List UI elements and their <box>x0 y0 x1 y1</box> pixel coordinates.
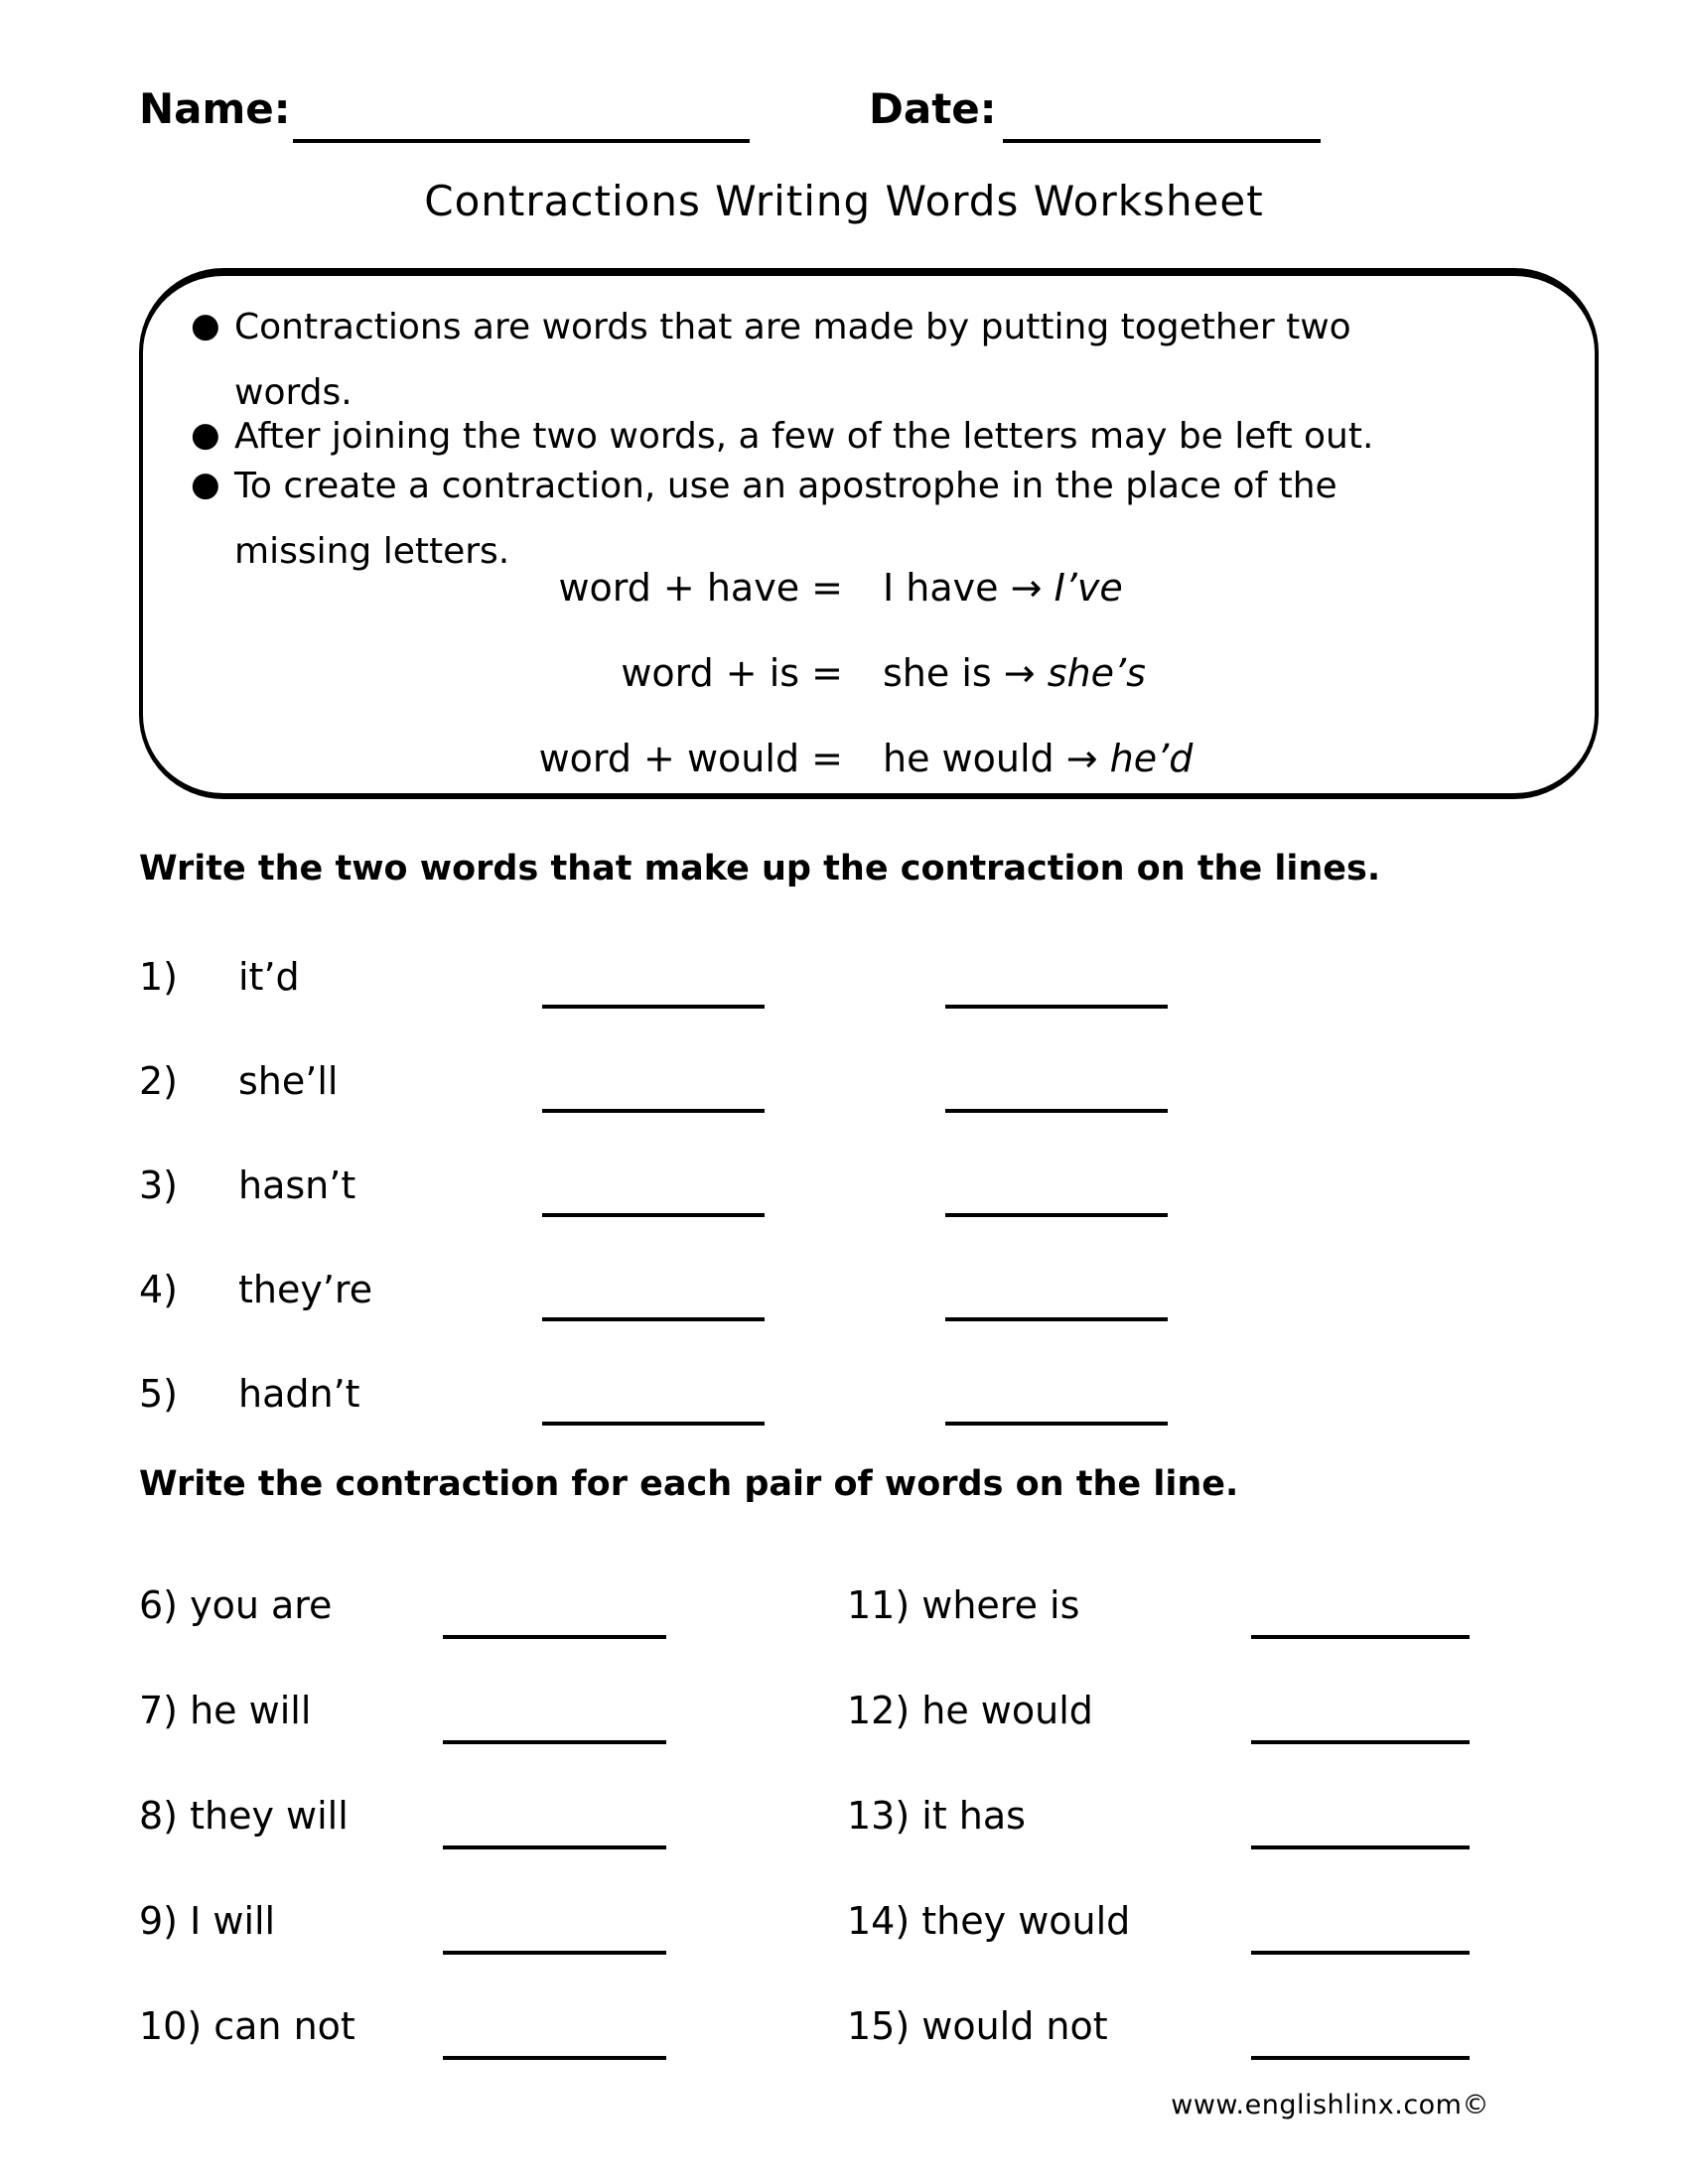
bullet-text-line: To create a contraction, use an apostrophe in the place of the <box>234 466 1337 506</box>
bullet-text-line: Contractions are words that are made by putting together two <box>234 307 1351 347</box>
section1-instruction: Write the two words that make up the contraction on the lines. <box>139 849 1381 888</box>
example-pair: he would <box>883 737 1055 780</box>
item-number: 1) <box>139 955 179 999</box>
info-box <box>139 268 1599 799</box>
answer-line-word2[interactable] <box>945 1317 1168 1321</box>
arrow-right-icon: → <box>1003 651 1036 695</box>
item-number: 2) <box>139 1059 179 1103</box>
answer-line-word1[interactable] <box>542 1422 765 1426</box>
bullet-text-line: After joining the two words, a few of the letters may be left out. <box>234 416 1374 457</box>
answer-line-word2[interactable] <box>945 1109 1168 1113</box>
bullet-dot-icon: ● <box>191 306 220 345</box>
answer-line[interactable] <box>1251 1740 1470 1744</box>
worksheet-title: Contractions Writing Words Worksheet <box>424 177 1264 225</box>
answer-line[interactable] <box>443 1635 666 1639</box>
example-formula: word + would = <box>538 737 843 780</box>
question-label: 8) they will <box>139 1794 349 1838</box>
answer-line[interactable] <box>443 1740 666 1744</box>
item-number: 4) <box>139 1268 179 1311</box>
arrow-right-icon: → <box>1065 737 1098 780</box>
question-label: 15) would not <box>847 2004 1108 2048</box>
answer-line[interactable] <box>1251 1635 1470 1639</box>
bullet-text-line: missing letters. <box>234 531 510 572</box>
answer-line[interactable] <box>443 1951 666 1955</box>
answer-line-word1[interactable] <box>542 1317 765 1321</box>
answer-line[interactable] <box>443 2056 666 2060</box>
example-result <box>883 566 1123 610</box>
example-contraction: he’d <box>1109 737 1194 780</box>
example-contraction: she’s <box>1047 651 1146 695</box>
arrow-right-icon: → <box>1010 566 1043 610</box>
question-label: 12) he would <box>847 1689 1093 1732</box>
example-pair: she is <box>883 651 992 695</box>
question-label: 14) they would <box>847 1899 1131 1943</box>
item-number: 3) <box>139 1163 179 1207</box>
section2-instruction: Write the contraction for each pair of words on the line. <box>139 1464 1239 1504</box>
item-word: she’ll <box>238 1059 339 1103</box>
name-label: Name: <box>139 84 291 133</box>
answer-line[interactable] <box>1251 2056 1470 2060</box>
bullet-dot-icon: ● <box>191 415 220 455</box>
question-label: 13) it has <box>847 1794 1026 1838</box>
answer-line-word2[interactable] <box>945 1213 1168 1217</box>
item-word: they’re <box>238 1268 373 1311</box>
name-fill-in-line[interactable] <box>293 139 750 143</box>
date-fill-in-line[interactable] <box>1003 139 1321 143</box>
answer-line-word1[interactable] <box>542 1005 765 1009</box>
answer-line[interactable] <box>443 1845 666 1849</box>
example-result <box>883 737 1193 780</box>
answer-line-word1[interactable] <box>542 1213 765 1217</box>
item-word: hadn’t <box>238 1372 360 1416</box>
example-contraction: I’ve <box>1054 566 1123 610</box>
example-pair: I have <box>883 566 999 610</box>
item-word: hasn’t <box>238 1163 356 1207</box>
answer-line[interactable] <box>1251 1951 1470 1955</box>
bullet-dot-icon: ● <box>191 465 220 504</box>
example-formula: word + have = <box>558 566 843 610</box>
answer-line-word2[interactable] <box>945 1005 1168 1009</box>
question-label: 6) you are <box>139 1583 333 1627</box>
answer-line-word1[interactable] <box>542 1109 765 1113</box>
question-label: 7) he will <box>139 1689 312 1732</box>
item-word: it’d <box>238 955 300 999</box>
bullet-text-line: words. <box>234 372 352 413</box>
example-formula: word + is = <box>621 651 843 695</box>
item-number: 5) <box>139 1372 179 1416</box>
footer-website-text: www.englishlinx.com© <box>1171 2090 1489 2120</box>
question-label: 10) can not <box>139 2004 355 2048</box>
date-label: Date: <box>869 84 997 133</box>
answer-line[interactable] <box>1251 1845 1470 1849</box>
answer-line-word2[interactable] <box>945 1422 1168 1426</box>
question-label: 9) I will <box>139 1899 276 1943</box>
example-result <box>883 651 1146 695</box>
question-label: 11) where is <box>847 1583 1080 1627</box>
